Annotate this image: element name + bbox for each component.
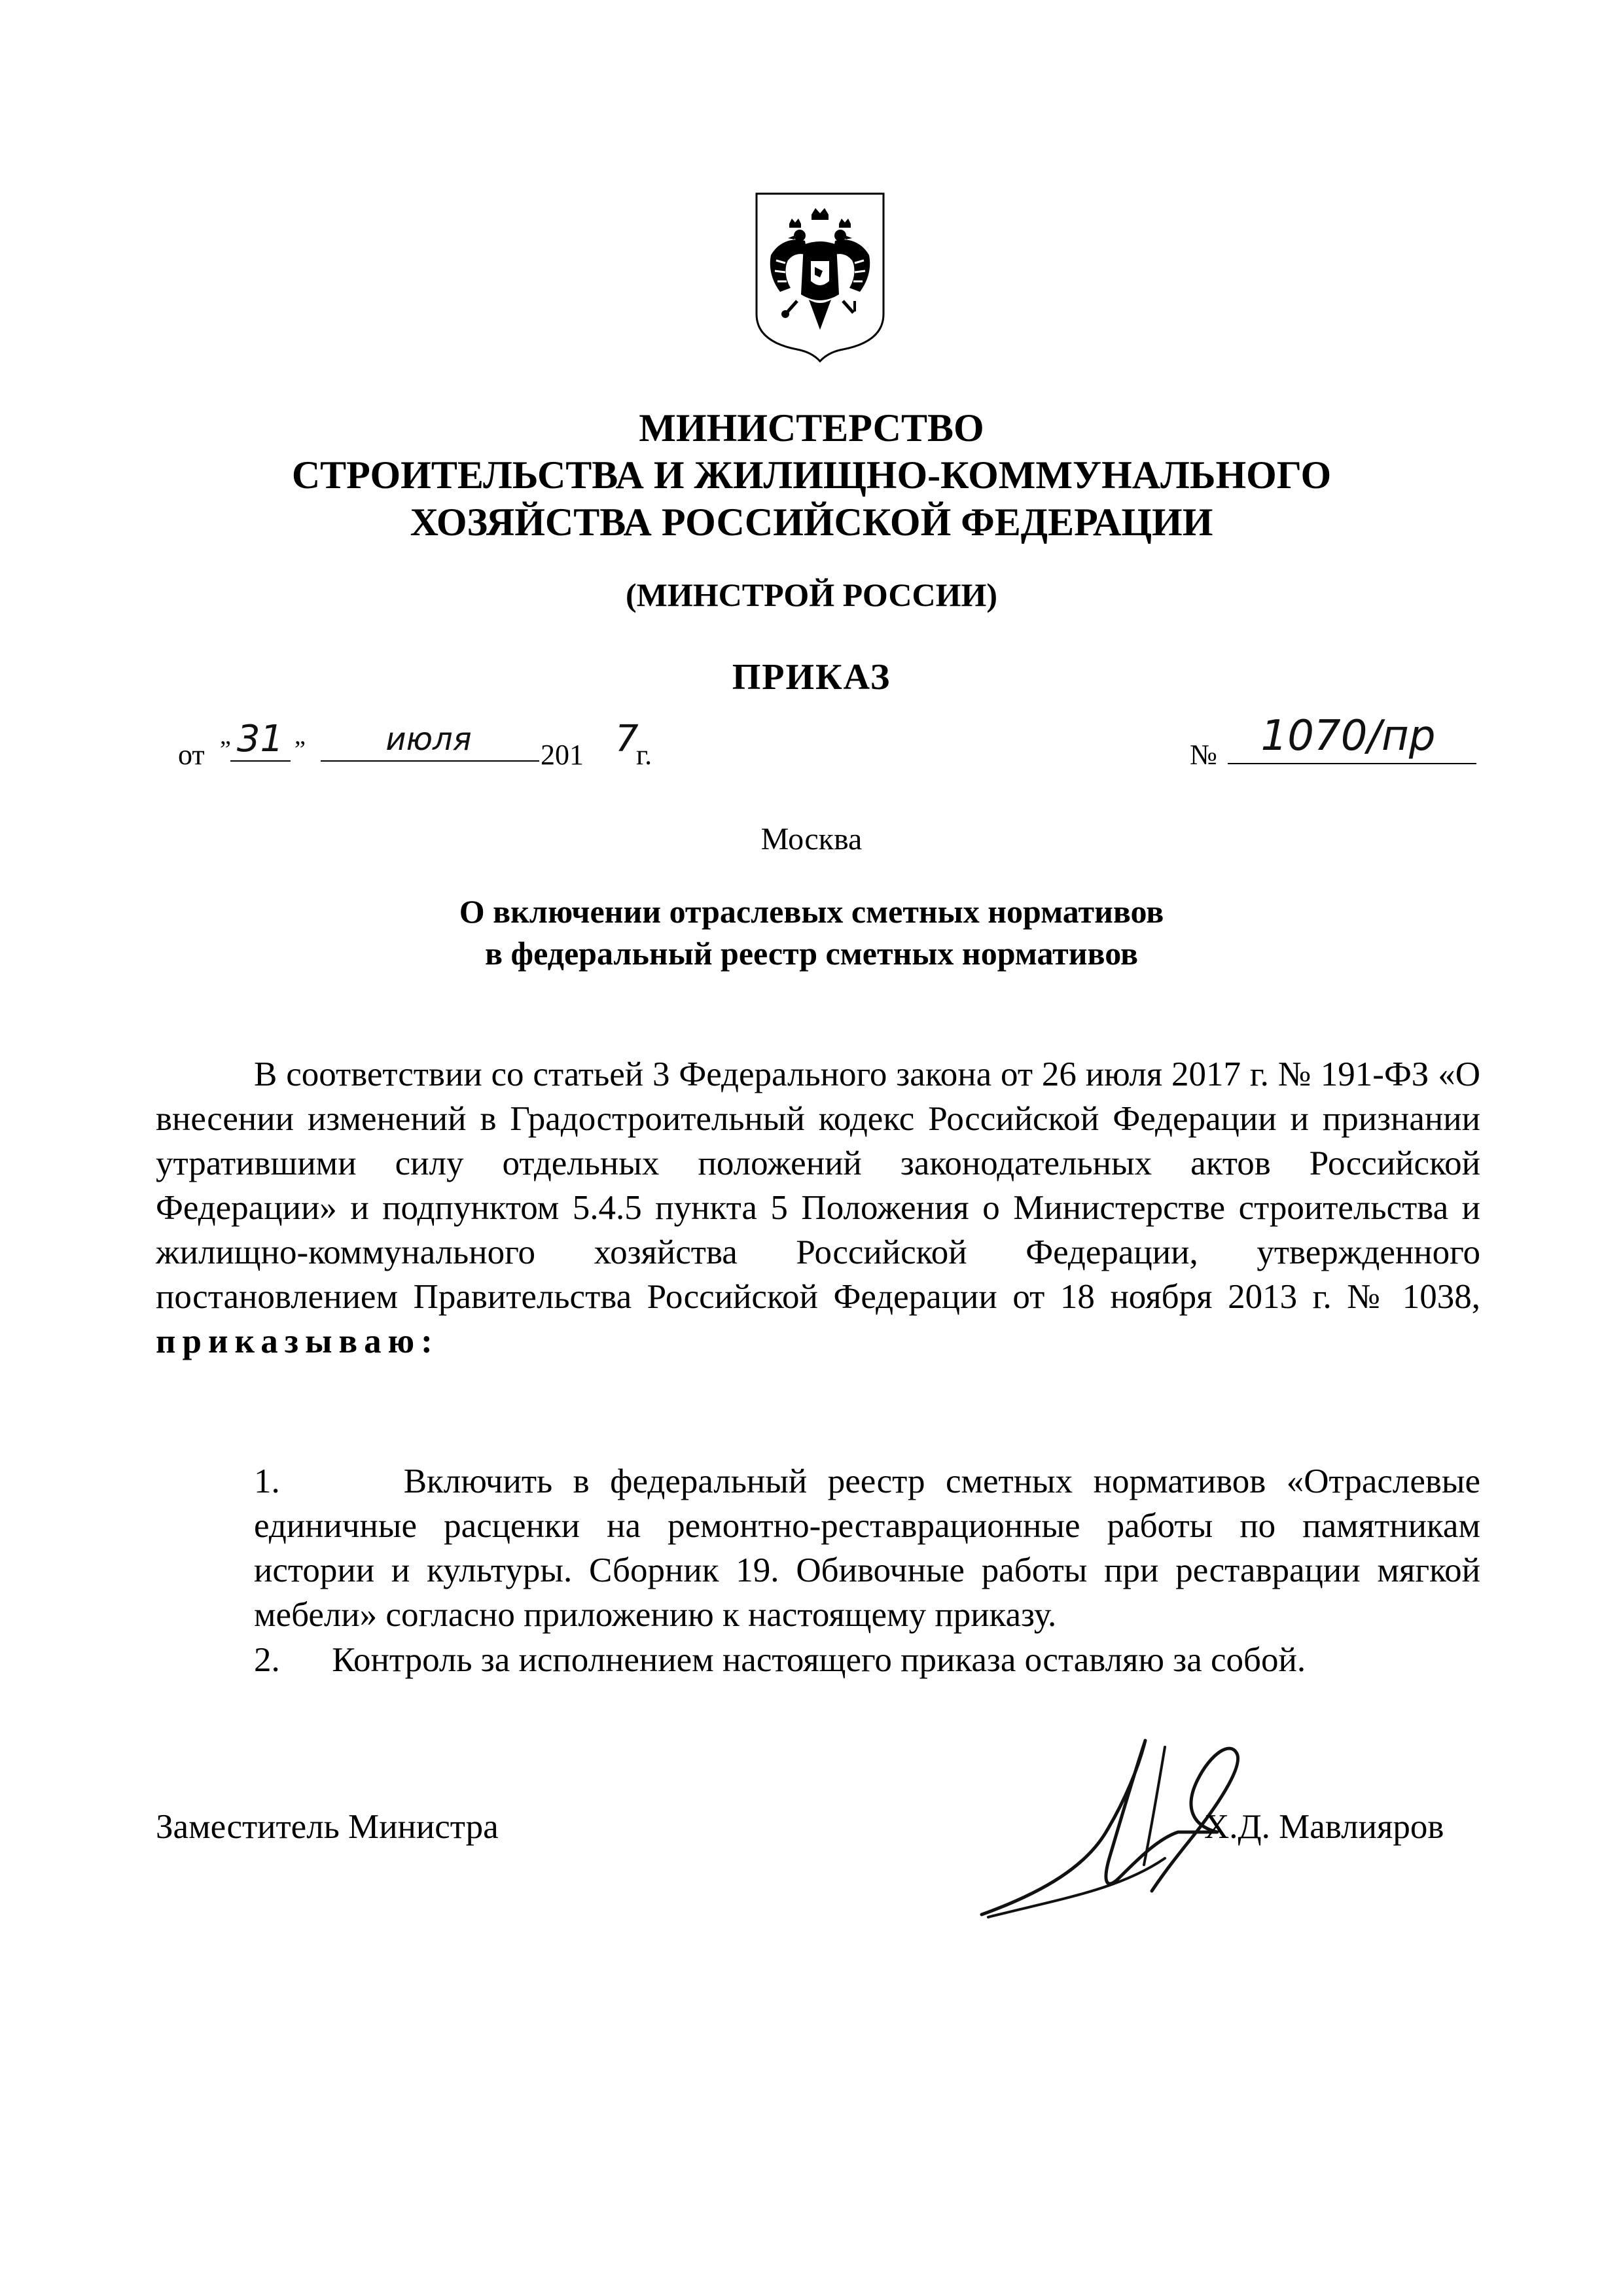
- city: Москва: [760, 822, 863, 857]
- item-text: Контроль за исполнением настоящего приказа оставляю за собой.: [332, 1641, 1306, 1679]
- date-year-prefix: 201: [541, 739, 584, 771]
- preamble-paragraph: [156, 1052, 1480, 1364]
- order-number-handwritten: 1070/пр: [1260, 712, 1436, 760]
- order-title-line-1: О включении отраслевых сметных нормативов: [459, 893, 1164, 930]
- order-title-line-2: в федеральный реестр сметных нормативов: [485, 935, 1138, 972]
- ministry-name-line-1: МИНИСТЕРСТВО: [639, 406, 984, 450]
- date-year-unit: г.: [636, 739, 652, 771]
- date-quote-open: ”: [220, 736, 231, 764]
- date-month-underline: [321, 760, 539, 762]
- order-word: приказываю:: [156, 1322, 439, 1360]
- date-quote-close: ”: [294, 736, 306, 764]
- item-number: 2.: [254, 1641, 280, 1679]
- coat-of-arms-emblem: [751, 190, 889, 363]
- item-number: 1.: [254, 1462, 280, 1500]
- list-item: [156, 1638, 1480, 1682]
- date-year-handwritten: 7: [615, 718, 639, 760]
- document-type: ПРИКАЗ: [732, 657, 891, 698]
- date-prefix: от: [178, 739, 205, 771]
- list-item: [156, 1459, 1480, 1637]
- ministry-name-line-3: ХОЗЯЙСТВА РОССИЙСКОЙ ФЕДЕРАЦИИ: [410, 501, 1213, 544]
- date-day-handwritten: 31: [236, 718, 284, 760]
- ministry-name-line-2: СТРОИТЕЛЬСТВА И ЖИЛИЩНО-КОММУНАЛЬНОГО: [291, 453, 1332, 497]
- signatory-name: Х.Д. Мавлияров: [1204, 1808, 1444, 1846]
- order-number-underline: [1228, 763, 1476, 764]
- preamble-text: В соответствии со статьей 3 Федерального закона от 26 июля 2017 г. № 191-ФЗ «О внесении изменений в Градостроительный кодекс Российской Федерации и признании утратившими силу отдельных положений законодательных актов Российской Федерации» и подпунктом 5.4.5 пункта 5 Положения о Министерстве строительства и жилищно-коммунального хозяйства Российской Федерации, утвержденного постановлением Правительства Российской Федерации от 18 ноября 2013 г. № 1038,: [156, 1055, 1480, 1316]
- item-text: Включить в федеральный реестр сметных нормативов «Отраслевые единичные расценки на ремонтно-реставрационные работы по памятникам истории и культуры. Сборник 19. Обивочные работы при реставрации мягкой мебели» согласно приложению к настоящему приказу.: [254, 1462, 1481, 1634]
- signatory-position: Заместитель Министра: [156, 1808, 499, 1846]
- number-sign: №: [1190, 739, 1217, 771]
- date-month-handwritten: июля: [385, 721, 472, 758]
- date-day-underline: [230, 760, 291, 762]
- ministry-short-name: (МИНСТРОЙ РОССИИ): [625, 576, 998, 613]
